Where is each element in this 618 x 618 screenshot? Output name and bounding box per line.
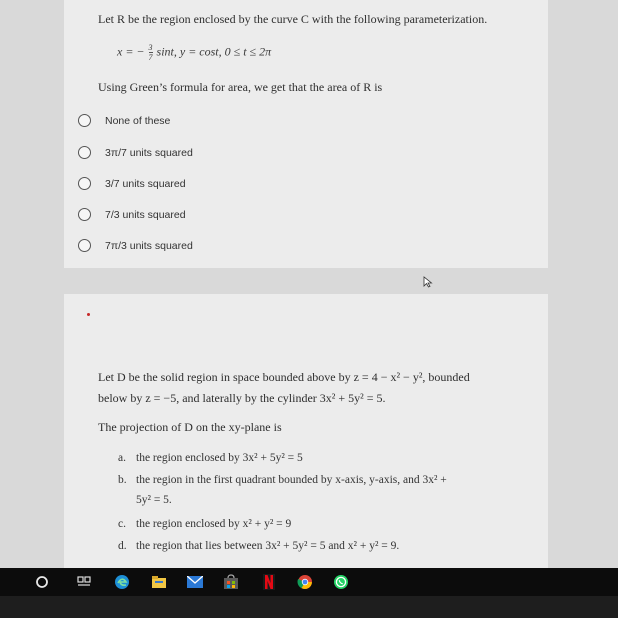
- option-label: 7π/3 units squared: [105, 239, 193, 252]
- answer-b[interactable]: [118, 474, 447, 486]
- formula-x: x = −: [117, 44, 145, 59]
- question-2-line-2: below by z = −5, and laterally by the cylinder 3x² + 5y² = 5.: [98, 391, 386, 405]
- answer-text: 5y² = 5.: [136, 494, 172, 506]
- question-2-line-1: Let D be the solid region in space bounded above by z = 4 − x² − y², bounded: [98, 370, 470, 384]
- radio-button[interactable]: [78, 208, 91, 221]
- answer-text: the region that lies between 3x² + 5y² = 5 and x² + y² = 9.: [136, 540, 400, 552]
- required-marker: [87, 313, 90, 316]
- option-7pi-over-3[interactable]: [78, 239, 193, 252]
- screen-bezel: [0, 596, 618, 618]
- answer-marker: d.: [118, 540, 127, 552]
- answer-text: the region enclosed by 3x² + 5y² = 5: [136, 452, 303, 464]
- chrome-icon[interactable]: [296, 573, 314, 591]
- question-card-1: [64, 0, 548, 268]
- question-1-prompt: Using Green’s formula for area, we get that the area of R is: [98, 80, 383, 94]
- answer-d[interactable]: [118, 540, 399, 552]
- option-none-of-these[interactable]: [78, 114, 170, 127]
- option-label: None of these: [105, 114, 171, 127]
- option-3pi-over-7[interactable]: [78, 146, 193, 159]
- option-label: 3/7 units squared: [105, 177, 186, 190]
- formula-rest: sint, y = cost, 0 ≤ t ≤ 2π: [156, 44, 272, 59]
- parametric-formula: [117, 43, 271, 62]
- file-explorer-icon[interactable]: [150, 573, 168, 591]
- answer-text: the region in the first quadrant bounded by x-axis, y-axis, and 3x² +: [136, 474, 447, 486]
- store-icon[interactable]: [222, 573, 240, 591]
- radio-button[interactable]: [78, 177, 91, 190]
- option-7-over-3[interactable]: [78, 208, 186, 221]
- mail-icon[interactable]: [186, 573, 204, 591]
- radio-button[interactable]: [78, 239, 91, 252]
- mouse-cursor-icon: [423, 276, 433, 288]
- edge-icon[interactable]: [113, 573, 131, 591]
- answer-b-continued: [118, 494, 172, 506]
- option-label: 7/3 units squared: [105, 208, 186, 221]
- answer-marker: a.: [118, 452, 126, 464]
- radio-button[interactable]: [78, 114, 91, 127]
- fraction-denominator: 7: [148, 53, 153, 62]
- fraction: [149, 43, 153, 62]
- question-1-intro: Let R be the region enclosed by the curve C with the following parameterization.: [98, 12, 488, 26]
- answer-c[interactable]: [118, 518, 291, 530]
- fraction-numerator: 3: [148, 43, 153, 52]
- netflix-icon[interactable]: [260, 573, 278, 591]
- question-2-prompt: The projection of D on the xy-plane is: [98, 420, 282, 434]
- option-label: 3π/7 units squared: [105, 146, 193, 159]
- answer-text: the region enclosed by x² + y² = 9: [136, 518, 292, 530]
- radio-button[interactable]: [78, 146, 91, 159]
- task-view-icon[interactable]: [75, 573, 93, 591]
- option-3-over-7[interactable]: [78, 177, 186, 190]
- answer-marker: c.: [118, 518, 126, 530]
- answer-a[interactable]: [118, 452, 303, 464]
- start-circle-icon[interactable]: [33, 573, 51, 591]
- whatsapp-icon[interactable]: [332, 573, 350, 591]
- answer-marker: b.: [118, 474, 127, 486]
